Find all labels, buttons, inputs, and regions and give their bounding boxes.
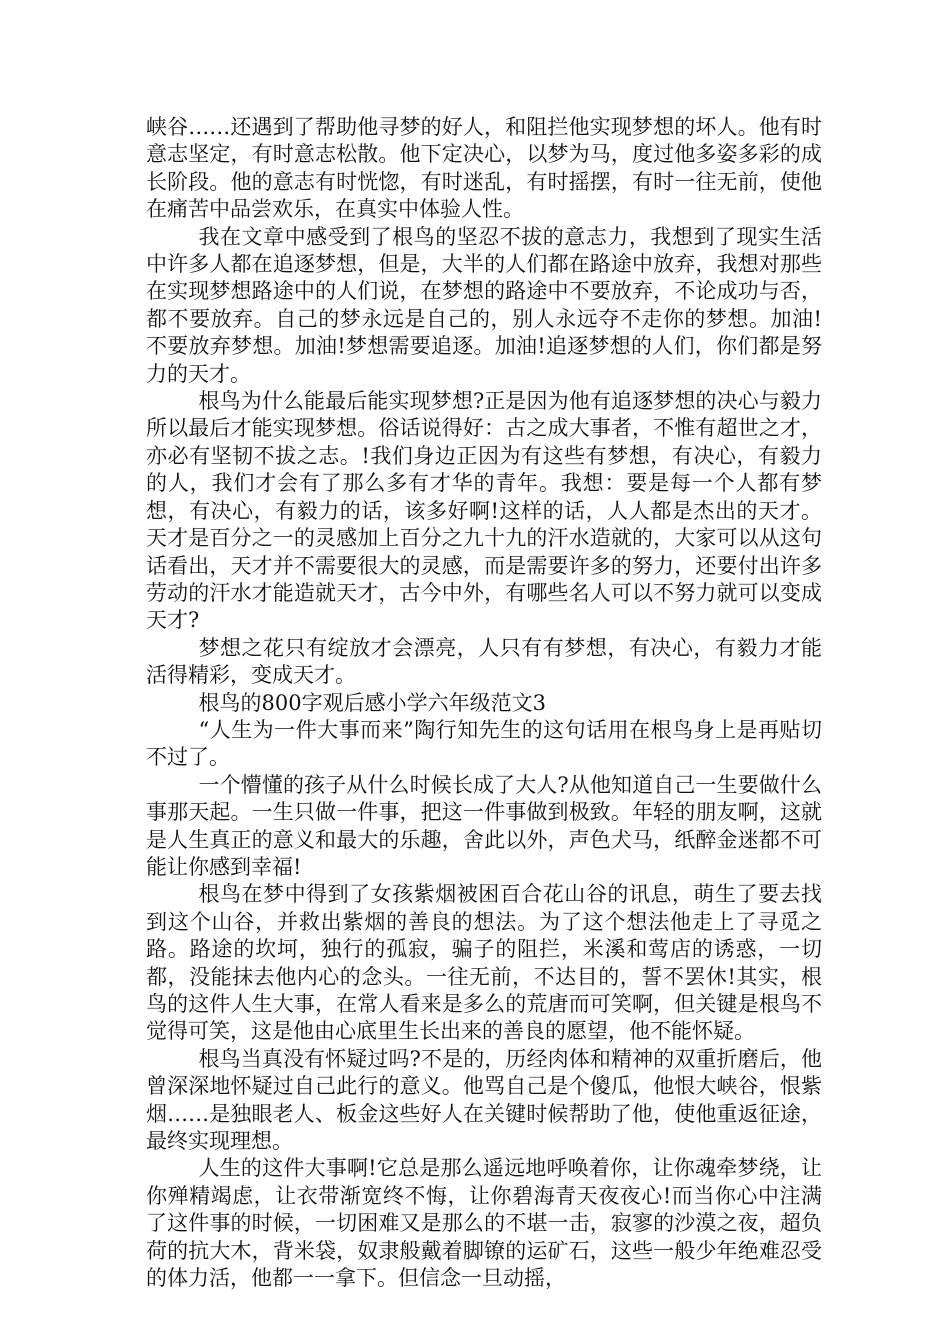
- paragraph-8: 根鸟在梦中得到了女孩紫烟被困百合花山谷的讯息，萌生了要去找到这个山谷，并救出紫烟的善良的想法。为了这个想法他走上了寻觅之路。路途的坎坷，独行的孤寂，骗子的阻拦，米溪和莺店的诱惑，一切都，没能抹去他内心的念头。一往无前，不达目的，誓不罢休!其实，根鸟的这件人生大事，在常人看来是多么的荒唐而可笑啊，但关键是根鸟不觉得可笑，这是他由心底里生长出来的善良的愿望，他不能怀疑。: [146, 882, 822, 1044]
- paragraph-3: 根鸟为什么能最后能实现梦想?正是因为他有追逐梦想的决心与毅力所以最后才能实现梦想。俗话说得好：古之成大事者，不惟有超世之才，亦必有坚韧不拔之志。!我们身边正因为有这些有梦想，有决心，有毅力的人，我们才会有了那么多有才华的青年。我想：要是每一个人都有梦想，有决心，有毅力的话，该多好啊!这样的话，人人都是杰出的天才。天才是百分之一的灵感加上百分之九十九的汗水造就的，大家可以从这句话看出，天才并不需要很大的灵感，而是需要许多的努力，还要付出许多劳动的汗水才能造就天才，古今中外，有哪些名人可以不努力就可以变成天才?: [146, 389, 822, 633]
- paragraph-6: “人生为一件大事而来”陶行知先生的这句话用在根鸟身上是再贴切不过了。: [146, 717, 822, 770]
- document-body: [146, 114, 822, 1292]
- section-heading: 根鸟的800字观后感小学六年级范文3: [198, 690, 546, 715]
- paragraph-9: 根鸟当真没有怀疑过吗?不是的，历经肉体和精神的双重折磨后，他曾深深地怀疑过自己此行的意义。他骂自己是个傻瓜，他恨大峡谷，恨紫烟……是独眼老人、板金这些好人在关键时候帮助了他，使他重返征途，最终实现理想。: [146, 1046, 822, 1154]
- paragraph-4: 梦想之花只有绽放才会漂亮，人只有有梦想，有决心，有毅力才能活得精彩，变成天才。: [146, 635, 822, 688]
- paragraph-7: 一个懵懂的孩子从什么时候长成了大人?从他知道自己一生要做什么事那天起。一生只做一件事，把这一件事做到极致。年轻的朋友啊，这就是人生真正的意义和最大的乐趣，舍此以外，声色犬马，纸醉金迷都不可能让你感到幸福!: [146, 772, 822, 879]
- paragraph-2: 我在文章中感受到了根鸟的坚忍不拔的意志力，我想到了现实生活中许多人都在追逐梦想，但是，大半的人们都在路途中放弃，我想对那些在实现梦想路途中的人们说，在梦想的路途中不要放弃，不论成功与否，都不要放弃。自己的梦永远是自己的，别人永远夺不走你的梦想。加油!不要放弃梦想。加油!梦想需要追逐。加油!追逐梦想的人们，你们都是努力的天才。: [146, 224, 822, 386]
- paragraph-10: 人生的这件大事啊!它总是那么遥远地呼唤着你，让你魂牵梦绕，让你殚精竭虑，让衣带渐宽终不悔，让你碧海青天夜夜心!而当你心中注满了这件事的时候，一切困难又是那么的不堪一击，寂寥的沙漠之夜，超负荷的抗大木，背米袋，奴隶般戴着脚镣的运矿石，这些一般少年绝难忍受的体力活，他都一一拿下。但信念一旦动摇，: [146, 1156, 822, 1291]
- paragraph-1: 峡谷……还遇到了帮助他寻梦的好人，和阻拦他实现梦想的坏人。他有时意志坚定，有时意志松散。他下定决心，以梦为马，度过他多姿多彩的成长阶段。他的意志有时恍惚，有时迷乱，有时摇摆，有时一往无前，使他在痛苦中品尝欢乐，在真实中体验人性。: [146, 115, 822, 222]
